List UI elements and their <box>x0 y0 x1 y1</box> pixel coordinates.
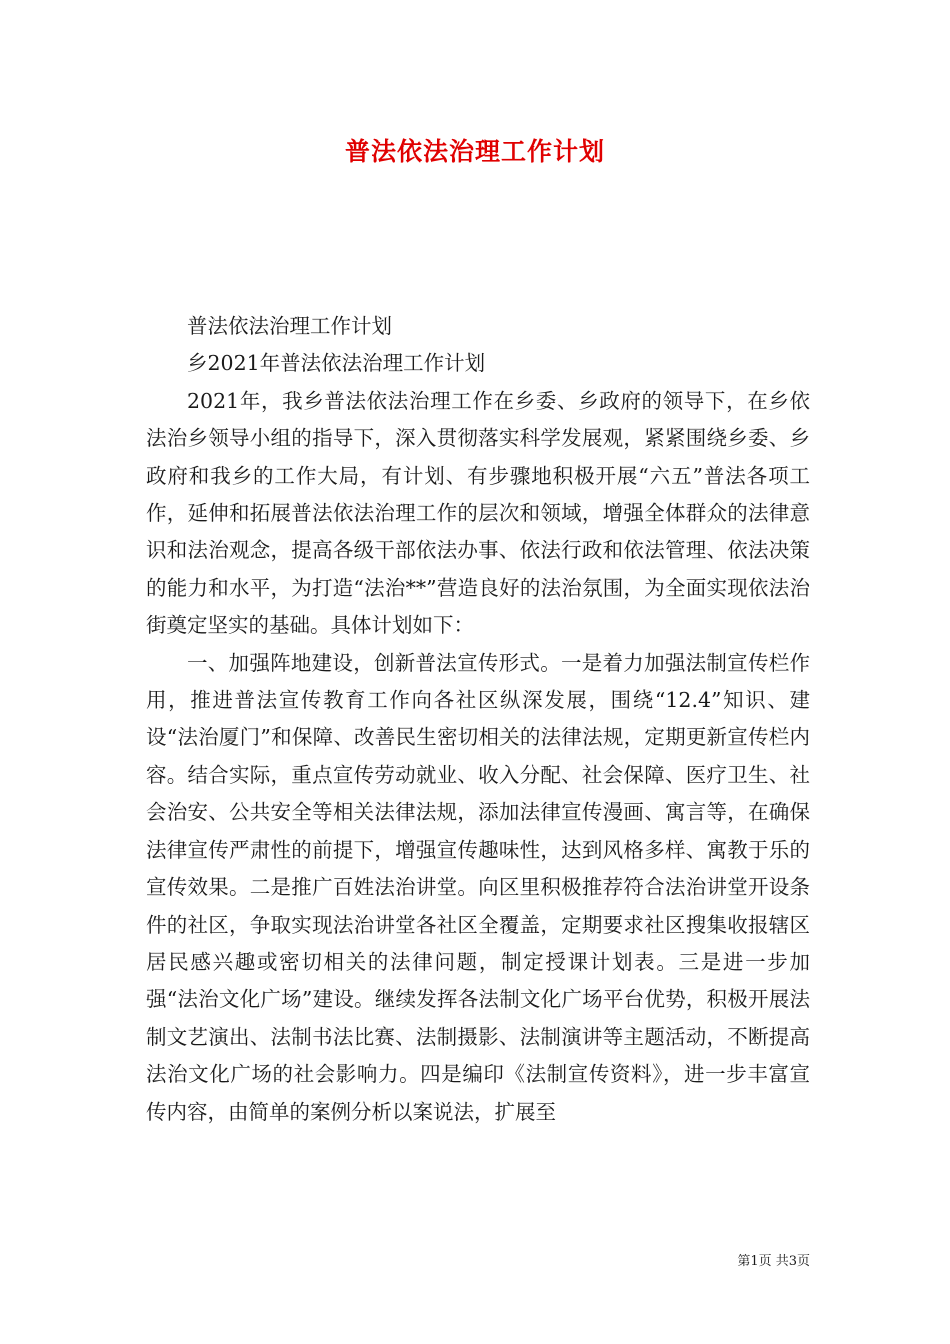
paragraph-heading: 普法依法治理工作计划 <box>187 314 392 338</box>
document-title: 普法依法治理工作计划 <box>344 137 605 166</box>
page-number-footer: 第1页 共3页 <box>737 1254 810 1269</box>
paragraph-intro: 2021年，我乡普法依法治理工作在乡委、乡政府的领导下，在乡依法治乡领导小组的指导下，深入贯彻落实科学发展观，紧紧围绕乡委、乡政府和我乡的工作大局，有计划、有步骤地积极开展“六五”普法各项工作，延伸和拓展普法依法治理工作的层次和领域，增强全体群众的法律意识和法治观念，提高各级干部依法办事、依法行政和依法管理、依法决策的能力和水平，为打造“法治**”营造良好的法治氛围，为全面实现依法治街奠定坚实的基础。具体计划如下： <box>146 388 810 638</box>
paragraph-section-one: 一、加强阵地建设，创新普法宣传形式。一是着力加强法制宣传栏作用，推进普法宣传教育工作向各社区纵深发展，围绕“12.4”知识、建设“法治厦门”和保障、改善民生密切相关的法律法规，定期更新宣传栏内容。结合实际，重点宣传劳动就业、收入分配、社会保障、医疗卫生、社会治安、公共安全等相关法律法规，添加法律宣传漫画、寓言等，在确保法律宣传严肃性的前提下，增强宣传趣味性，达到风格多样、寓教于乐的宣传效果。二是推广百姓法治讲堂。向区里积极推荐符合法治讲堂开设条件的社区，争取实现法治讲堂各社区全覆盖，定期要求社区搜集收报辖区居民感兴趣或密切相关的法律问题，制定授课计划表。三是进一步加强“法治文化广场”建设。继续发挥各法制文化广场平台优势，积极开展法制文艺演出、法制书法比赛、法制摄影、法制演讲等主题活动，不断提高法治文化广场的社会影响力。四是编印《法制宣传资料》，进一步丰富宣传内容，由简单的案例分析以案说法，扩展至 <box>146 650 810 1124</box>
document-body <box>146 308 810 1131</box>
paragraph-subheading: 乡2021年普法依法治理工作计划 <box>187 351 486 376</box>
